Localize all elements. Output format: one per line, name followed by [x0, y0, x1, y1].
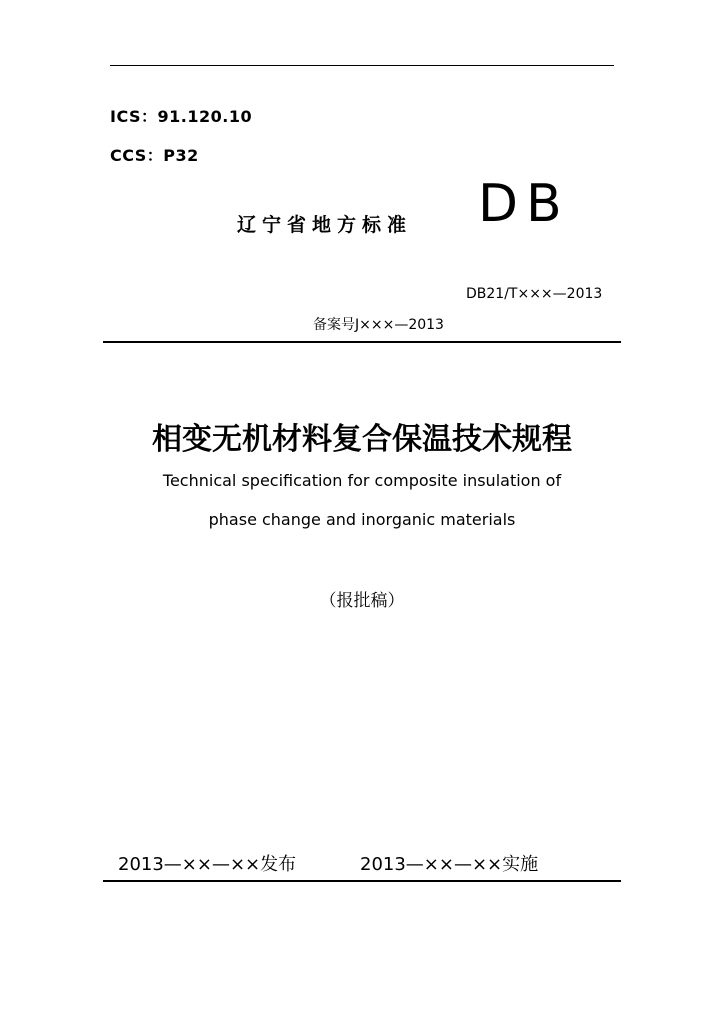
top-divider [110, 65, 614, 66]
filing-number: 备案号J×××—2013 [313, 317, 444, 333]
document-title-chinese: 相变无机材料复合保温技术规程 [152, 422, 572, 457]
document-title-english-line1: Technical specification for composite insulation of [162, 471, 562, 490]
ics-code: ICS：91.120.10 [110, 107, 253, 126]
standard-type-heading: 辽宁省地方标准 [237, 214, 413, 236]
draft-status: （报批稿） [319, 591, 405, 611]
db-logo: DB [478, 174, 570, 234]
issue-date: 2013—××—××发布 [118, 854, 297, 875]
ccs-code: CCS：P32 [110, 146, 199, 165]
header-divider [103, 341, 621, 343]
standard-number: DB21/T×××—2013 [466, 286, 603, 302]
implementation-date: 2013—××—××实施 [360, 854, 539, 875]
footer-divider [103, 880, 621, 882]
document-title-english-line2: phase change and inorganic materials [208, 510, 516, 529]
